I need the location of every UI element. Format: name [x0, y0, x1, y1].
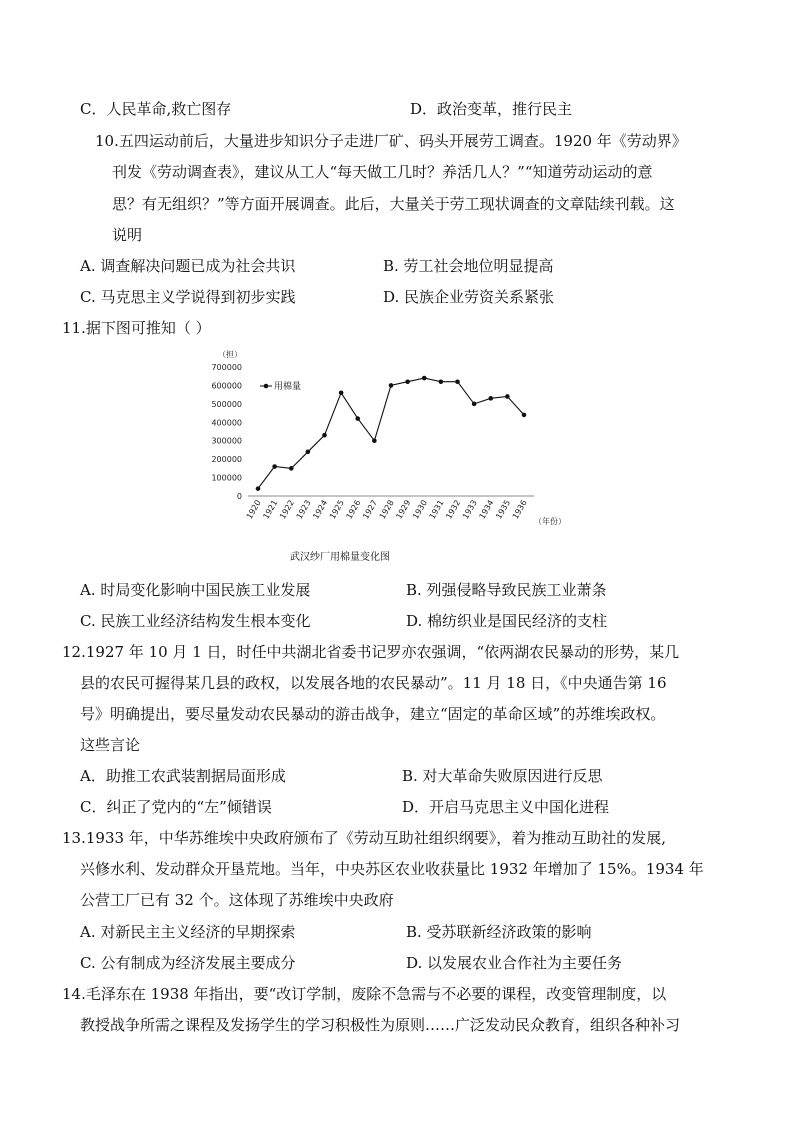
data-point	[522, 413, 527, 418]
q11-option-a: A. 时局变化影响中国民族工业发展	[80, 581, 311, 599]
q14-stem-line-2: 教授战争所需之课程及发扬学生的学习积极性为原则……广泛发动民众教育，组织各种补习	[80, 1016, 681, 1034]
series-line-cotton-usage	[258, 378, 524, 489]
q12-option-a: A．助推工农武装割据局面形成	[80, 767, 286, 785]
data-point	[372, 438, 377, 443]
data-point	[472, 402, 477, 407]
y-tick-label: 0	[236, 492, 242, 501]
q13-option-c: C. 公有制成为经济发展主要成分	[80, 954, 296, 972]
x-tick-label: 1924	[311, 498, 330, 521]
x-tick-label: 1923	[294, 498, 313, 521]
q12-stem-line-1: 12.1927 年 10 月 1 日，时任中共湖北省委书记罗亦农强调，“依两湖农民暴动的形势，某几	[62, 643, 680, 661]
data-point	[439, 379, 444, 384]
q10-option-d: D. 民族企业劳资关系紧张	[383, 288, 555, 306]
x-tick-label: 1922	[278, 498, 296, 521]
x-tick-label: 1936	[510, 498, 529, 521]
data-point	[389, 383, 394, 388]
q10-stem-line-4: 说明	[112, 226, 143, 244]
q10-stem-line-3: 思？有无组织？”等方面开展调查。此后，大量关于劳工现状调查的文章陆续刊载。这	[112, 195, 675, 213]
q10-option-a: A. 调查解决问题已成为社会共识	[80, 257, 296, 275]
y-tick-label: 100000	[211, 473, 242, 483]
x-tick-label: 1920	[244, 498, 263, 521]
q12-option-c: C．纠正了党内的“左”倾错误	[80, 798, 272, 816]
q13-option-b: B. 受苏联新经济政策的影响	[406, 923, 592, 941]
q9-option-d: D．政治变革，推行民主	[410, 100, 573, 118]
data-point	[422, 376, 427, 381]
data-point	[355, 416, 360, 421]
q11-option-d: D. 棉纺织业是国民经济的支柱	[406, 612, 608, 630]
x-tick-label: 1927	[361, 498, 380, 521]
data-point	[306, 449, 311, 454]
x-tick-label: 1933	[460, 498, 479, 521]
data-point	[289, 466, 294, 471]
q12-stem-line-2: 县的农民可握得某几县的政权，以发展各地的农民暴动”。11 月 18 日，《中央通告第 16	[80, 674, 667, 692]
x-tick-label: 1929	[394, 498, 413, 521]
q12-option-d: D．开启马克思主义中国化进程	[402, 798, 610, 816]
chart-legend	[260, 380, 301, 392]
legend-label: 用棉量	[274, 382, 302, 392]
cotton-usage-line-chart	[200, 345, 580, 570]
y-tick-label: 500000	[211, 399, 242, 409]
q11-stem: 11.据下图可推知（ ）	[62, 319, 211, 337]
x-tick-label: 1935	[494, 498, 513, 521]
q10-stem-line-1: 10.五四运动前后，大量进步知识分子走进厂矿、码头开展劳工调查。1920 年《劳动界》	[95, 132, 687, 150]
data-point	[272, 464, 277, 469]
x-tick-label: 1925	[327, 498, 346, 521]
x-tick-label: 1931	[427, 498, 446, 521]
x-tick-label: 1921	[261, 498, 280, 521]
x-tick-label: 1928	[377, 498, 396, 521]
data-point	[488, 396, 493, 401]
q11-option-c: C. 民族工业经济结构发生根本变化	[80, 612, 311, 630]
y-tick-label: 400000	[211, 418, 242, 428]
data-point	[455, 379, 460, 384]
y-unit-label: （担）	[218, 350, 242, 359]
q10-option-b: B. 劳工社会地位明显提高	[383, 257, 554, 275]
q12-option-b: B. 对大革命失败原因进行反思	[402, 767, 603, 785]
q13-stem-line-2: 兴修水利、发动群众开垦荒地。当年，中央苏区农业收获量比 1932 年增加了 15%。1934 年	[80, 860, 704, 878]
q12-stem-line-3: 号》明确提出，要尽量发动农民暴动的游击战争，建立“固定的革命区域”的苏维埃政权。	[80, 705, 666, 723]
data-point	[505, 394, 510, 399]
q13-option-a: A. 对新民主主义经济的早期探索	[80, 923, 296, 941]
x-tick-label: 1932	[444, 498, 463, 521]
y-tick-label: 700000	[211, 363, 242, 372]
q13-option-d: D. 以发展农业合作社为主要任务	[406, 954, 623, 972]
x-axis-label: （年份）	[534, 517, 566, 526]
data-point	[256, 486, 261, 491]
y-tick-label: 300000	[211, 436, 242, 446]
q12-stem-line-4: 这些言论	[80, 736, 141, 754]
y-tick-label: 200000	[211, 455, 242, 465]
x-tick-label: 1926	[344, 498, 363, 521]
data-point	[339, 391, 344, 396]
y-tick-label: 600000	[211, 381, 242, 391]
data-point	[405, 379, 410, 384]
q13-stem-line-1: 13.1933 年，中华苏维埃中央政府颁布了《劳动互助社组织纲要》，着为推动互助社的发展,	[62, 829, 667, 847]
q13-stem-line-3: 公营工厂已有 32 个。这体现了苏维埃中央政府	[80, 891, 394, 909]
data-point	[322, 433, 327, 438]
q14-stem-line-1: 14.毛泽东在 1938 年指出，要“改订学制，废除不急需与不必要的课程，改变管理制度，以	[62, 985, 667, 1003]
x-tick-label: 1934	[477, 498, 496, 521]
chart-title: 武汉纱厂用棉量变化图	[290, 552, 390, 563]
q9-option-c: C．人民革命,救亡图存	[80, 100, 232, 118]
q10-option-c: C. 马克思主义学说得到初步实践	[80, 288, 296, 306]
q10-stem-line-2: 刊发《劳动调查表》，建议从工人“每天做工几时？养活几人？”“知道劳动运动的意	[112, 163, 653, 181]
x-tick-label: 1930	[411, 498, 429, 521]
q11-option-b: B. 列强侵略导致民族工业萧条	[406, 581, 607, 599]
